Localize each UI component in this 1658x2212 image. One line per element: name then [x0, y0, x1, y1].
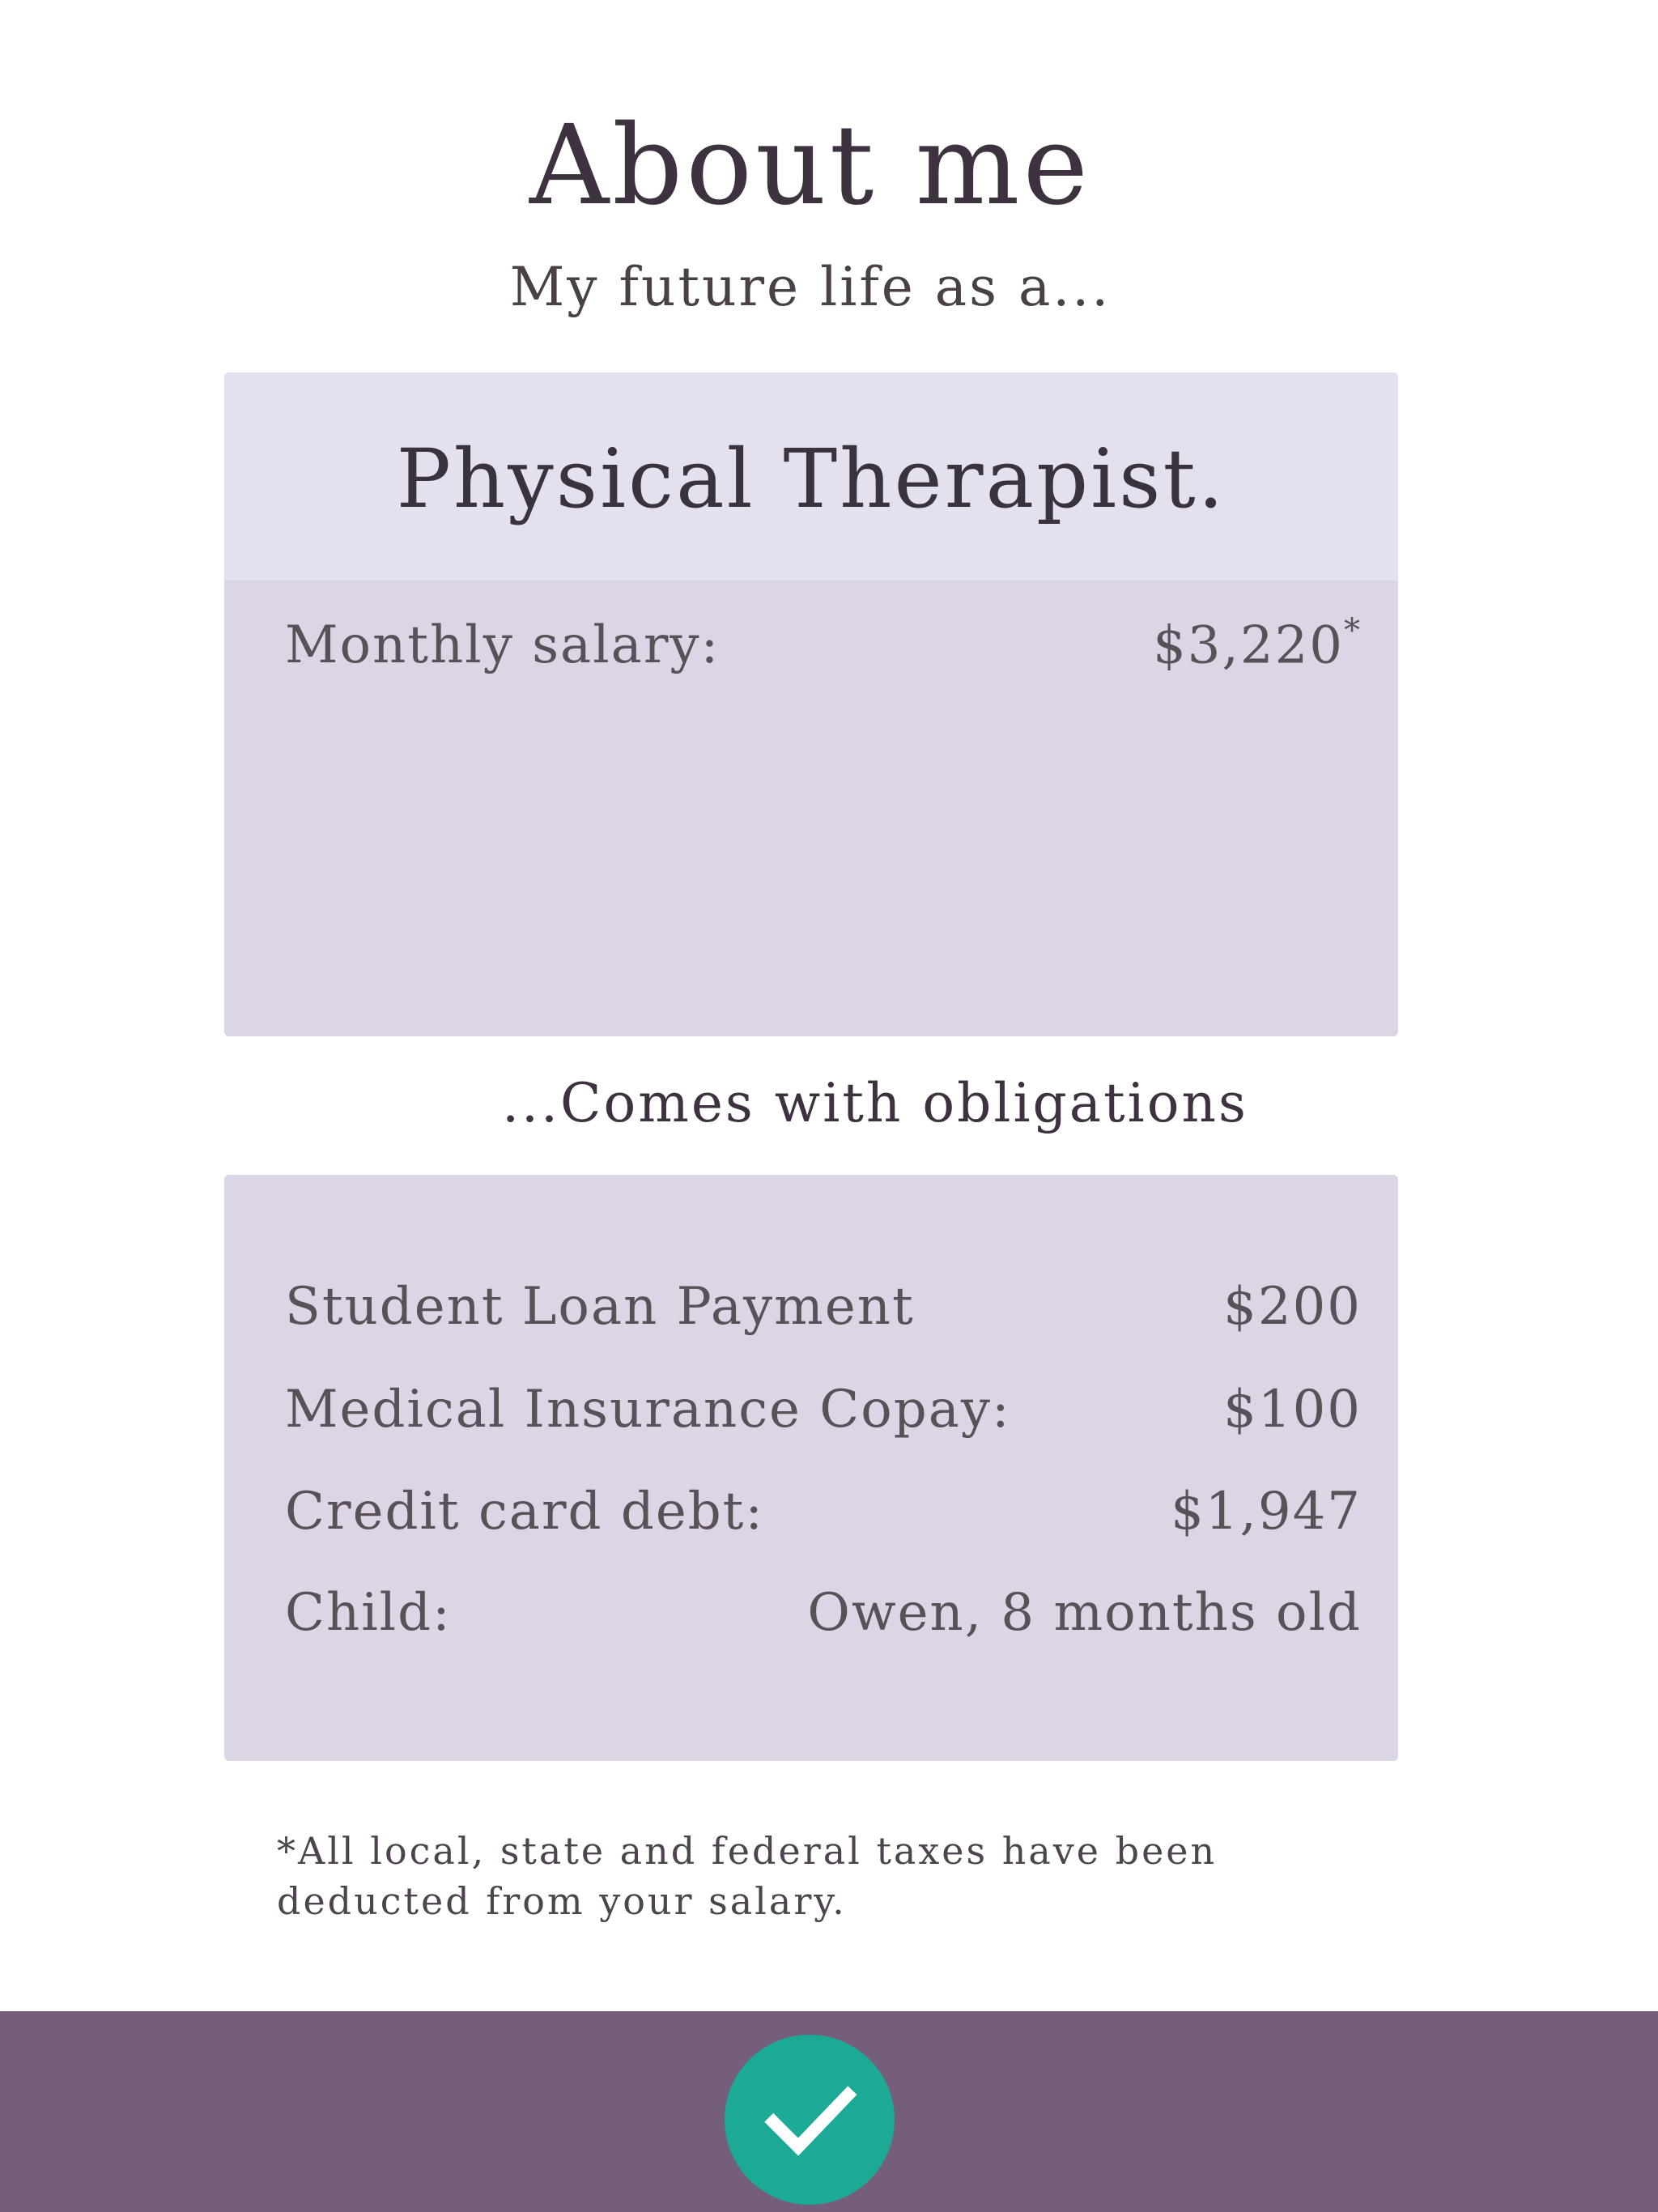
obligation-value: $1,947 [1171, 1482, 1362, 1542]
career-header [224, 372, 1398, 581]
obligation-row-child [285, 1583, 1362, 1643]
obligation-value: $200 [1223, 1277, 1362, 1337]
footnote-line: deducted from your salary. [277, 1879, 847, 1923]
salary-value-group [1153, 612, 1362, 676]
obligation-label: Student Loan Payment [285, 1277, 915, 1337]
obligation-value: $100 [1223, 1380, 1362, 1440]
obligation-value: Owen, 8 months old [807, 1583, 1362, 1643]
salary-row [285, 612, 1362, 676]
obligation-row-medical-copay [285, 1380, 1362, 1440]
salary-label: Monthly salary: [285, 615, 721, 676]
obligation-row-student-loan [285, 1277, 1362, 1337]
page-subtitle: My future life as a... [509, 256, 1112, 318]
career-card [224, 372, 1398, 1036]
obligation-label: Child: [285, 1583, 452, 1643]
footnote-line: *All local, state and federal taxes have been [277, 1829, 1218, 1873]
career-name: Physical Therapist. [396, 432, 1226, 526]
salary-footnote-marker: * [1344, 612, 1362, 649]
obligations-heading: ...Comes with obligations [502, 1072, 1248, 1134]
checkmark-icon [753, 2063, 866, 2176]
obligation-row-credit-card [285, 1482, 1362, 1542]
salary-value: $3,220 [1153, 615, 1344, 676]
bottom-bar [0, 2011, 1658, 2212]
obligation-label: Credit card debt: [285, 1482, 764, 1542]
obligations-card [224, 1175, 1398, 1761]
tax-footnote [277, 1826, 1329, 1926]
obligation-label: Medical Insurance Copay: [285, 1380, 1011, 1440]
confirm-button[interactable] [725, 2035, 895, 2205]
page-title: About me [529, 102, 1092, 230]
